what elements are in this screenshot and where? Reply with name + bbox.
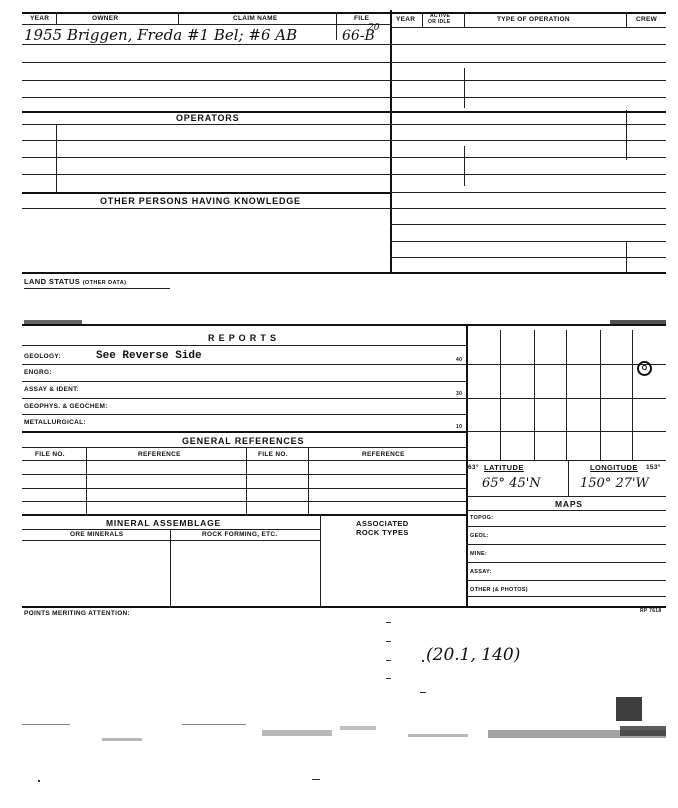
operators-title: OPERATORS (176, 113, 240, 123)
latitude-prefix: 63° (468, 464, 479, 471)
refs-header-file-no: FILE NO. (35, 451, 65, 458)
refs-header-reference: REFERENCE (138, 451, 181, 458)
refs-header-file-no-2: FILE NO. (258, 451, 288, 458)
latitude-value: 65° 45'N (482, 476, 541, 491)
longitude-label: LONGITUDE (590, 463, 638, 472)
file-entry-handwritten: 66-B (342, 28, 375, 44)
scan-dot (386, 641, 391, 642)
general-references-title: GENERAL REFERENCES (182, 436, 305, 446)
report-engrg-label: ENGRG: (24, 369, 52, 376)
handwritten-coordinate-note: (20.1, 140) (426, 645, 521, 665)
report-geology-value: See Reverse Side (96, 350, 202, 362)
report-metallurgical-label: METALLURGICAL: (24, 419, 86, 426)
maps-assay: ASSAY: (470, 569, 492, 575)
scan-dot (420, 692, 426, 693)
scan-dot (386, 622, 391, 623)
report-assay-code: 30 (456, 391, 463, 397)
ops-header-crew: CREW (636, 16, 658, 23)
maps-geol: GEOL: (470, 533, 489, 539)
associated-rock-types-bottom: ROCK TYPES (356, 528, 409, 537)
knowledge-title: OTHER PERSONS HAVING KNOWLEDGE (100, 196, 301, 206)
report-geology-code: 40 (456, 357, 463, 363)
owner-entry-handwritten: 1955 Briggen, Freda #1 Bel; #6 AB (24, 26, 298, 44)
grid-location-marker: O (637, 361, 652, 376)
header-claim-name: CLAIM NAME (233, 15, 278, 22)
rock-forming-header: ROCK FORMING, ETC. (202, 531, 278, 538)
longitude-value: 150° 27'W (580, 476, 649, 491)
mineral-assemblage-title: MINERAL ASSEMBLAGE (106, 518, 221, 528)
land-status-main: LAND STATUS (24, 277, 81, 286)
report-geology-label: GEOLOGY: (24, 353, 61, 360)
maps-other: OTHER (& PHOTOS) (470, 587, 528, 593)
land-status-label (24, 277, 126, 286)
report-geophys-label: GEOPHYS. & GEOCHEM: (24, 403, 108, 410)
header-owner: OWNER (92, 15, 119, 22)
ops-header-type: TYPE OF OPERATION (497, 16, 570, 23)
ops-header-year: YEAR (396, 16, 416, 23)
maps-mine: MINE: (470, 551, 488, 557)
points-meriting-attention: POINTS MERITING ATTENTION: (24, 610, 131, 617)
land-status-sub: (OTHER DATA) (82, 280, 127, 286)
ops-header-active: ACTIVE (430, 13, 451, 19)
reports-title: R E P O R T S (208, 333, 277, 343)
latitude-label: LATITUDE (484, 463, 524, 472)
scan-dot (386, 678, 391, 679)
maps-title: MAPS (555, 499, 583, 509)
form-number: RP 7618 (640, 608, 662, 614)
ops-header-idle: OR IDLE (428, 19, 451, 25)
report-metallurgical-code: 10 (456, 424, 463, 430)
refs-header-reference-2: REFERENCE (362, 451, 405, 458)
maps-topog: TOPOG: (470, 515, 494, 521)
report-assay-label: ASSAY & IDENT: (24, 386, 80, 393)
scan-dot (422, 660, 424, 662)
ore-minerals-header: ORE MINERALS (70, 531, 124, 538)
scan-dot (386, 660, 391, 661)
header-file: FILE (354, 15, 370, 22)
longitude-suffix: 153° (646, 464, 661, 471)
file-entry-superscript: 20 (368, 23, 380, 33)
header-year: YEAR (30, 15, 50, 22)
associated-rock-types-top: ASSOCIATED (356, 519, 409, 528)
